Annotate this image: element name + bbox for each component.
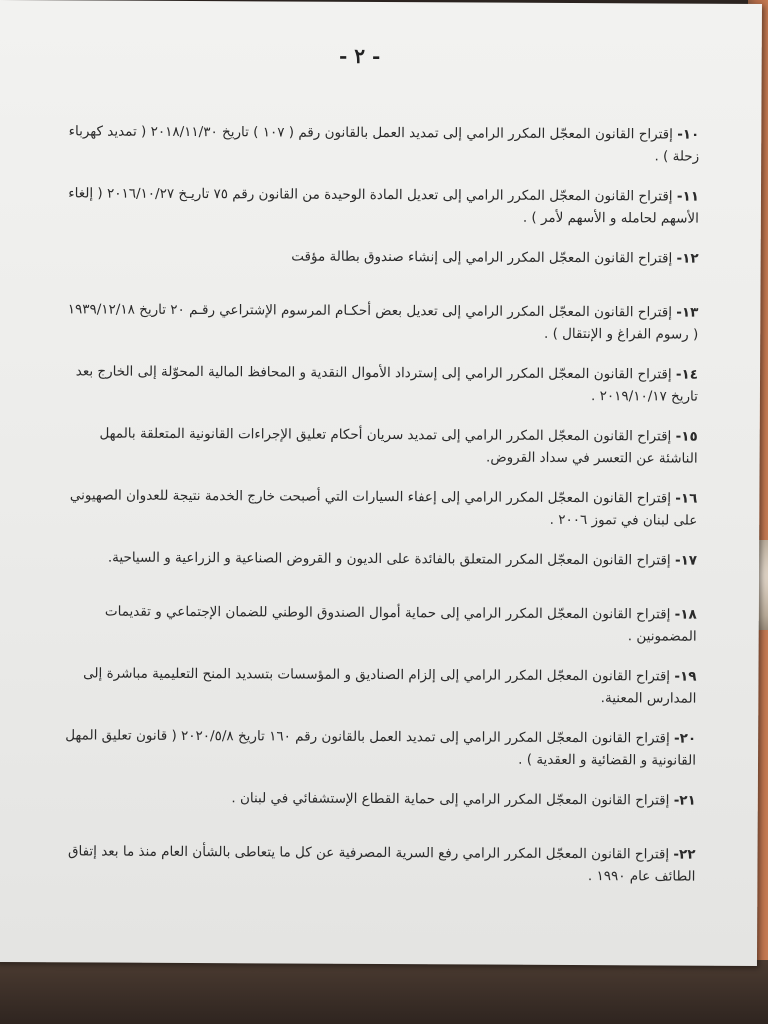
item-text: إقتراح القانون المعجّل المكرر الرامي رفع السرية المصرفية عن كل ما يتعاطى بالشأن العام منذ ما بعد إتفاق الطائف عام ١٩٩٠ . (67, 843, 696, 885)
list-item (59, 244, 699, 277)
item-number: ١٨- (674, 606, 697, 623)
item-number: ١٩- (674, 668, 697, 685)
list-item (56, 786, 696, 819)
item-number: ١٤- (675, 366, 699, 383)
item-number: ١٦- (675, 490, 698, 507)
item-text: إقتراح القانون المعجّل المكرر الرامي إلى تمديد العمل بالقانون رقم ١٦٠ تاريخ ٢٠٢٠/٥/٨ ( قانون تعليق المهل القانونية و القضائية و العقدية ) . (65, 727, 697, 769)
item-number: ١٣- (676, 304, 699, 321)
list-item (57, 600, 697, 647)
item-text: إقتراح القانون المعجّل المكرر الرامي إلى إلزام الصناديق و المؤسسات بتسديد المنح التعليمية مباشرة إلى المدارس المعنية. (83, 665, 697, 707)
item-text: إقتراح القانون المعجّل المكرر الرامي إلى إعفاء السيارات التي أصبحت خارج الخدمة نتيجة للعدوان الصهيوني على لبنان في تموز ٢٠٠٦ . (69, 487, 698, 529)
list-item (55, 840, 695, 887)
list-item (57, 546, 697, 579)
item-number: ١٥- (675, 428, 698, 445)
list-item (57, 484, 697, 531)
item-text: إقتراح القانون المعجّل المكرر الرامي إلى تمديد سريان أحكام تعليق الإجراءات القانونية المتعلقة بالمهل الناشئة عن التعسر في سداد القروض. (99, 425, 698, 467)
item-number: ٢٠- (674, 730, 697, 747)
item-text: إقتراح القانون المعجّل المكرر الرامي إلى حماية القطاع الإستشفائي في لبنان . (231, 790, 670, 809)
page-number: - ٢ - (339, 43, 381, 68)
item-text: إقتراح القانون المعجّل المكرر الرامي إلى إسترداد الأموال النقدية و المحافظ المالية المحوّلة إلى الخارج بعد تاريخ ٢٠١٩/١٠/١٧ . (75, 363, 698, 405)
list-item (58, 360, 698, 407)
item-number: ٢١- (673, 792, 696, 809)
list-item (59, 182, 699, 229)
list-item (58, 298, 698, 345)
item-number: ١٧- (674, 552, 698, 569)
item-number: ٢٢- (673, 846, 696, 863)
item-text: إقتراح القانون المعجّل المكرر الرامي إلى تعديل المادة الوحيدة من القانون رقم ٧٥ تاريـخ ٢٠١٦/١٠/٢٧ ( إلغاء الأسهم لحامله و الأسهم لأمر ) . (68, 185, 699, 227)
item-text: إقتراح القانون المعجّل المكرر الرامي إلى إنشاء صندوق بطالة مؤقت (291, 248, 673, 267)
list-item (59, 120, 699, 167)
list-item (56, 724, 696, 771)
item-text: إقتراح القانون المعجّل المكرر الرامي إلى تمديد العمل بالقانون رقم ( ١٠٧ ) تاريخ ٢٠١٨/١١/٣٠ ( تمديد كهرباء زحلة ) . (68, 123, 700, 165)
background-floor (0, 960, 768, 1024)
item-text: إقتراح القانون المعجّل المكرر الرامي إلى حماية أموال الصندوق الوطني للضمان الإجتماعي و تقديمات المضمونين . (104, 603, 697, 645)
item-text: إقتراح القانون المعجّل المكرر المتعلق بالفائدة على الديون و القروض الصناعية و الزراعية و السياحية. (107, 549, 671, 569)
item-number: ١١- (676, 188, 700, 205)
list-item (58, 422, 698, 469)
item-number: ١٢- (676, 250, 699, 267)
item-text: إقتراح القانون المعجّل المكرر الرامي إلى تعديل بعض أحكـام المرسوم الإشتراعي رقـم ٢٠ تاريخ ١٩٣٩/١٢/١٨ ( رسوم الفراغ و الإنتقال ) . (67, 301, 699, 343)
list-item (56, 662, 696, 709)
item-number: ١٠- (677, 126, 700, 143)
bill-list (55, 120, 699, 905)
